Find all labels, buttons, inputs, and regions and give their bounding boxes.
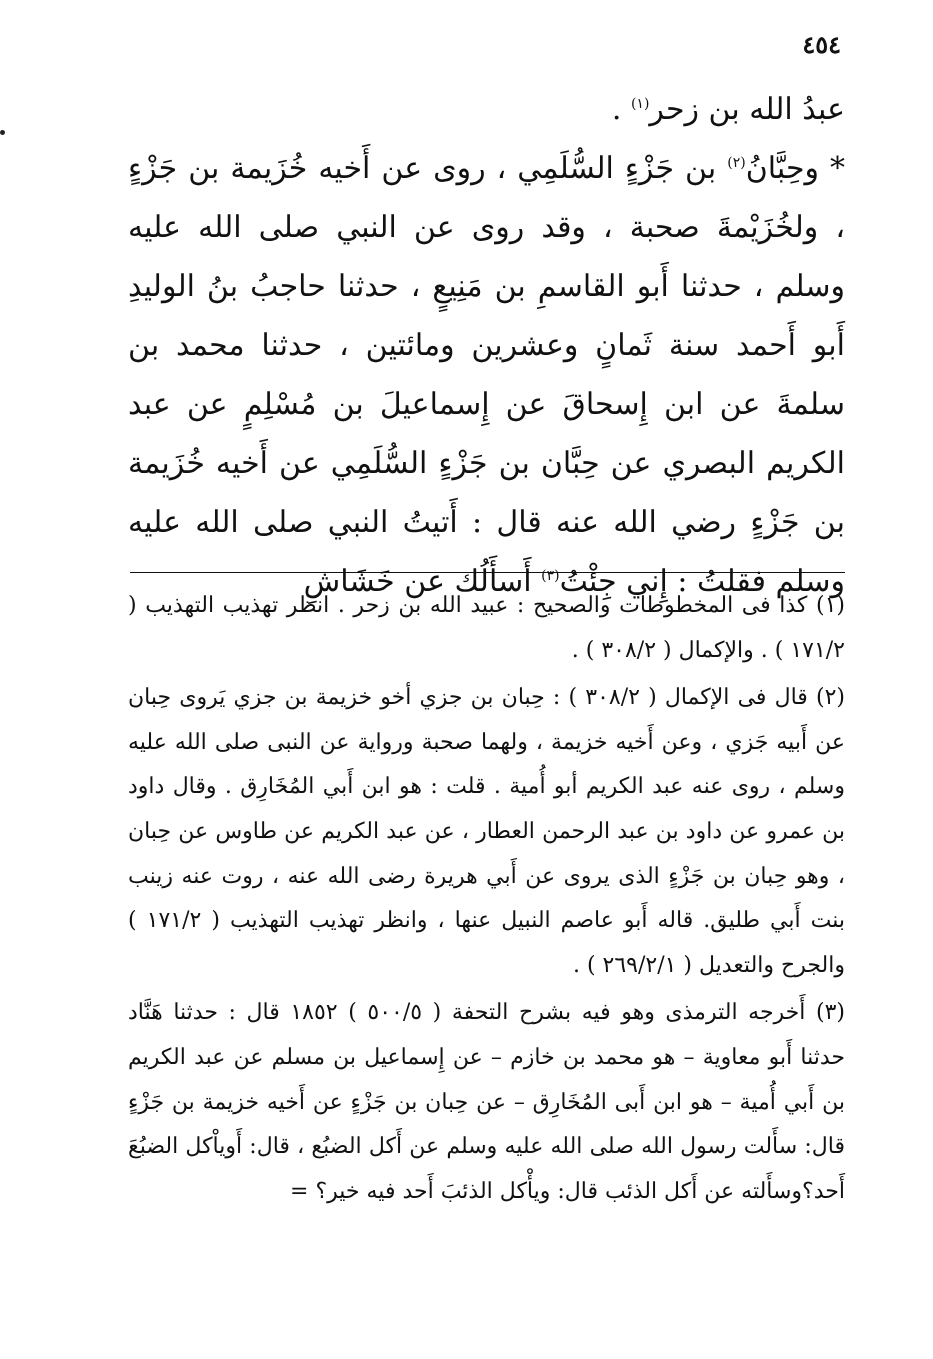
footnote-divider	[130, 572, 845, 573]
entry-end: أَسأَلُك عن خَشَاشِ	[303, 564, 542, 599]
entry-body: بن جَزْءٍ السُّلَمِي ، روى عن أَخيه خُزَيمة بن جَزْءٍ ، ولخُزَيْمةَ صحبة ، وقد روى عن النبي صلى الله عليه وسلم ، حدثنا أَبو القاسمِ بن مَنِيعٍ ، حدثنا حاجبُ بنُ الوليدِ أَبو أَحمد سنة ثَمانٍ وعشرين ومائتين ، حدثنا محمد بن سلمةَ عن ابن إِسحاقَ عن إِسماعيلَ بن مُسْلِمٍ عن عبد الكريم البصري عن حِبَّان بن جَزْءٍ السُّلَمِي عن أَخيه خُزَيمة بن جَزْءٍ رضي الله عنه قال : أَتيتُ النبي صلى الله عليه وسلم فقلتُ : إِني جِئْتُ	[128, 151, 846, 599]
scan-speck	[0, 130, 5, 135]
footnote-3: (٣) أَخرجه الترمذى وهو فيه بشرح التحفة ( ٥٠٠/٥ ) ١٨٥٢ قال : حدثنا هَنَّاد حدثنا أَبو معاوية – هو محمد بن خازم – عن إِسماعيل بن مسلم عن عبد الكريم بن أَبي أُمية – هو ابن أَبى المُخَارِق – عن حِبان بن جَزْءٍ عن أَخيه خزيمة بن جَزْءٍ قال: سأَلت رسول الله صلى الله عليه وسلم عن أَكل الضبُع ، قال: أَوياْكل الضبُعَ أَحد؟وسأَلته عن أَكل الذئب قال: ويأْكل الذئبَ أَحد فيه خير؟ =	[128, 1000, 845, 1204]
entry-prefix: * وحِبَّانُ	[745, 151, 845, 186]
footnote-1: (١) كذا فى المخطوطات والصحيح : عبيد الله بن زحر . انظر تهذيب التهذيب ( ١٧١/٢ ) . والإكمال ( ٣٠٨/٢ ) .	[128, 593, 845, 663]
footnote-ref-2: (٢)	[727, 155, 746, 171]
footnote-ref-1: (١)	[630, 96, 650, 112]
footnote-ref-3: (٣)	[541, 568, 560, 584]
footnote-2: (٢) قال فى الإكمال ( ٣٠٨/٢ ) : حِبان بن جزي أخو خزيمة بن جزي يَروى حِبان عن أَبيه جَزي ، وعن أَخيه خزيمة ، ولهما صحبة ورواية عن النبى صلى الله عليه وسلم ، روى عنه عبد الكريم أبو أُمية . قلت : هو ابن أَبي المُخَارِق . وقال داود بن عمرو عن داود بن عبد الرحمن العطار ، عن عبد الكريم عن طاوس عن حِبان ، وهو حِبان بن جَزْءٍ الذى يروى عن أَبي هريرة رضى الله عنه ، روت عنه زينب بنت أَبي طليق. قاله أَبو عاصم النبيل عنها ، وانظر تهذيب التهذيب ( ١٧١/٢ ) والجرح والتعديل ( ٢٦٩/٢/١ ) .	[128, 685, 846, 978]
main-line-1-end: .	[611, 92, 631, 127]
page-number: ٤٥٤	[802, 30, 841, 59]
main-entry	[128, 139, 845, 611]
footnotes	[128, 584, 845, 1217]
main-text	[128, 80, 845, 611]
main-line-1	[128, 80, 845, 139]
main-line-1-text: عبدُ الله بن زحر	[649, 92, 845, 127]
